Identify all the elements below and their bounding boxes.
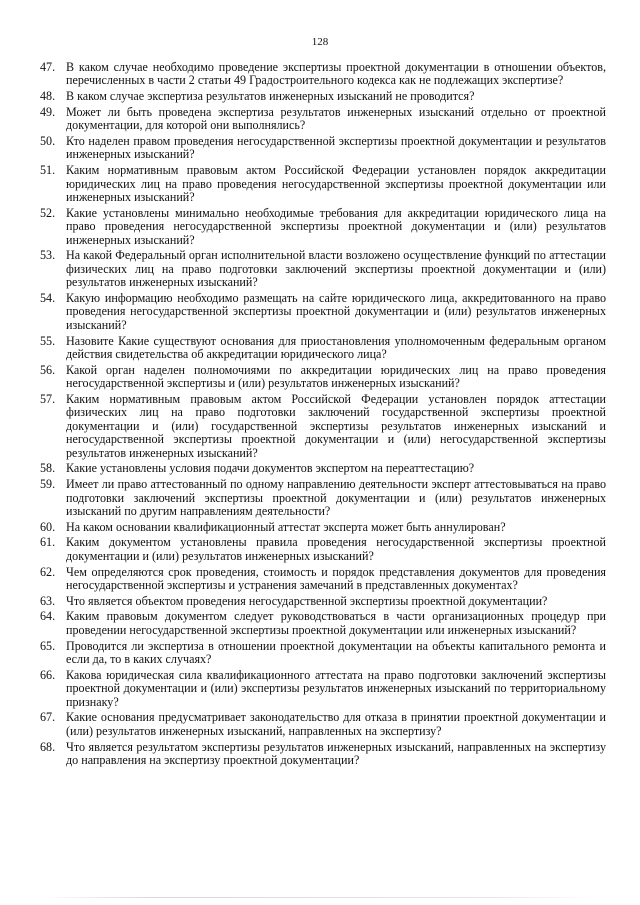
question-text: Проводится ли экспертиза в отношении проектной документации на объекты капитального ремонта и если да, то в каких случаях?: [66, 638, 606, 667]
question-number: 59.: [40, 477, 56, 492]
question-item: [40, 741, 606, 768]
question-number: 67.: [40, 710, 56, 725]
question-number: 63.: [40, 593, 56, 608]
question-item: [40, 669, 606, 709]
question-text: Назовите Какие существуют основания для приостановления уполномоченным федеральным органом действия свидетельства об аккредитации юридического лица?: [66, 333, 606, 362]
question-number: 61.: [40, 535, 56, 550]
question-number: 64.: [40, 609, 56, 624]
question-item: [40, 90, 606, 103]
question-item: [40, 106, 606, 133]
question-item: [40, 135, 606, 162]
question-item: [40, 640, 606, 667]
question-text: Имеет ли право аттестованный по одному направлению деятельности эксперт аттестовываться на право подготовки заключений экспертизы проектной документации и (или) результатов инженерных изысканий по другим направлениям деятельности?: [66, 477, 606, 519]
question-text: Может ли быть проведена экспертиза результатов инженерных изысканий отдельно от проектной документации, для которой они выполнялись?: [66, 104, 606, 133]
question-text: Чем определяются срок проведения, стоимость и порядок представления документов для проведения негосударственной экспертизы и устранения замечаний в представленных документах?: [66, 564, 606, 593]
question-text: Какова юридическая сила квалификационного аттестата на право подготовки заключений экспертизы проектной документации и (или) экспертизы результатов инженерных изысканий по территориальному признаку?: [66, 667, 606, 709]
question-number: 50.: [40, 134, 56, 149]
question-item: [40, 478, 606, 518]
question-item: [40, 249, 606, 289]
question-number: 53.: [40, 248, 56, 263]
question-item: [40, 595, 606, 608]
question-item: [40, 393, 606, 460]
question-text: Какой орган наделен полномочиями по аккредитации юридических лиц на право проведения негосударственной экспертизы и (или) результатов инженерных изысканий?: [66, 362, 606, 391]
question-item: [40, 364, 606, 391]
scan-edge-divider: [40, 897, 600, 898]
question-number: 52.: [40, 205, 56, 220]
question-item: [40, 335, 606, 362]
question-text: В каком случае необходимо проведение экспертизы проектной документации в отношении объектов, перечисленных в части 2 статьи 49 Градостроительного кодекса как не подлежащих экспертизе?: [66, 60, 606, 88]
question-number: 58.: [40, 461, 56, 476]
question-number: 68.: [40, 739, 56, 754]
question-number: 65.: [40, 638, 56, 653]
question-item: [40, 610, 606, 637]
question-text: Каким нормативным правовым актом Российской Федерации установлен порядок аккредитации юридических лиц на право проведения негосударственной экспертизы проектной документации или инженерных изысканий?: [66, 163, 606, 205]
question-number: 56.: [40, 362, 56, 377]
question-number: 66.: [40, 667, 56, 682]
question-item: [40, 521, 606, 534]
question-number: 57.: [40, 391, 56, 406]
question-item: [40, 61, 606, 88]
page-number: 128: [311, 36, 329, 48]
question-item: [40, 207, 606, 247]
question-text: Какие установлены минимально необходимые требования для аккредитации юридического лица на право проведения негосударственной экспертизы проектной документации и (или) результатов инженерных изысканий?: [66, 205, 606, 247]
question-item: [40, 164, 606, 204]
question-text: На какой Федеральный орган исполнительной власти возложено осуществление функций по аттестации физических лиц на право подготовки заключений экспертизы проектной документации и (или) результатов инженерных изысканий?: [66, 248, 606, 290]
question-item: [40, 566, 606, 593]
question-text: На каком основании квалификационный аттестат эксперта может быть аннулирован?: [66, 519, 506, 534]
question-text: Какую информацию необходимо размещать на сайте юридического лица, аккредитованного на право проведения негосударственной экспертизы проектной документации и (или) результатов инженерных изысканий?: [66, 291, 606, 332]
question-item: [40, 711, 606, 738]
question-text: Каким нормативным правовым актом Российской Федерации установлен порядок аттестации физических лиц на право подготовки заключений государственной экспертизы проектной документации и (или) государственной экспертизы результатов инженерных изысканий и негосударственной экспертизы проектной документации и (или) негосударственной экспертизы результатов инженерных изысканий?: [66, 391, 606, 460]
question-text: Каким правовым документом следует руководствоваться в части организационных процедур при проведении негосударственной экспертизы проектной документации или инженерных изысканий?: [66, 609, 606, 637]
question-list: [40, 61, 606, 770]
question-text: Какие установлены условия подачи документов экспертом на переаттестацию?: [66, 461, 475, 476]
question-number: 49.: [40, 104, 56, 119]
question-number: 48.: [40, 89, 56, 104]
question-number: 60.: [40, 519, 56, 534]
question-item: [40, 462, 606, 475]
question-text: Что является результатом экспертизы результатов инженерных изысканий, направленных на экспертизу до направления на экспертизу проектной документации?: [66, 739, 606, 767]
question-text: Кто наделен правом проведения негосударственной экспертизы проектной документации и результатов инженерных изысканий?: [66, 134, 606, 162]
question-text: Каким документом установлены правила проведения негосударственной экспертизы проектной документации и (или) результатов инженерных изысканий?: [66, 535, 606, 563]
question-number: 47.: [40, 60, 56, 74]
question-text: Какие основания предусматривает законодательство для отказа в принятии проектной документации и (или) результатов инженерных изысканий, направленных на экспертизу?: [66, 710, 606, 738]
question-number: 62.: [40, 564, 56, 579]
question-number: 51.: [40, 163, 56, 178]
question-text: Что является объектом проведения негосударственной экспертизы проектной документации?: [66, 593, 548, 608]
question-item: [40, 292, 606, 332]
question-number: 54.: [40, 291, 56, 305]
question-number: 55.: [40, 333, 56, 348]
question-item: [40, 536, 606, 563]
question-text: В каком случае экспертиза результатов инженерных изысканий не проводится?: [66, 89, 475, 104]
